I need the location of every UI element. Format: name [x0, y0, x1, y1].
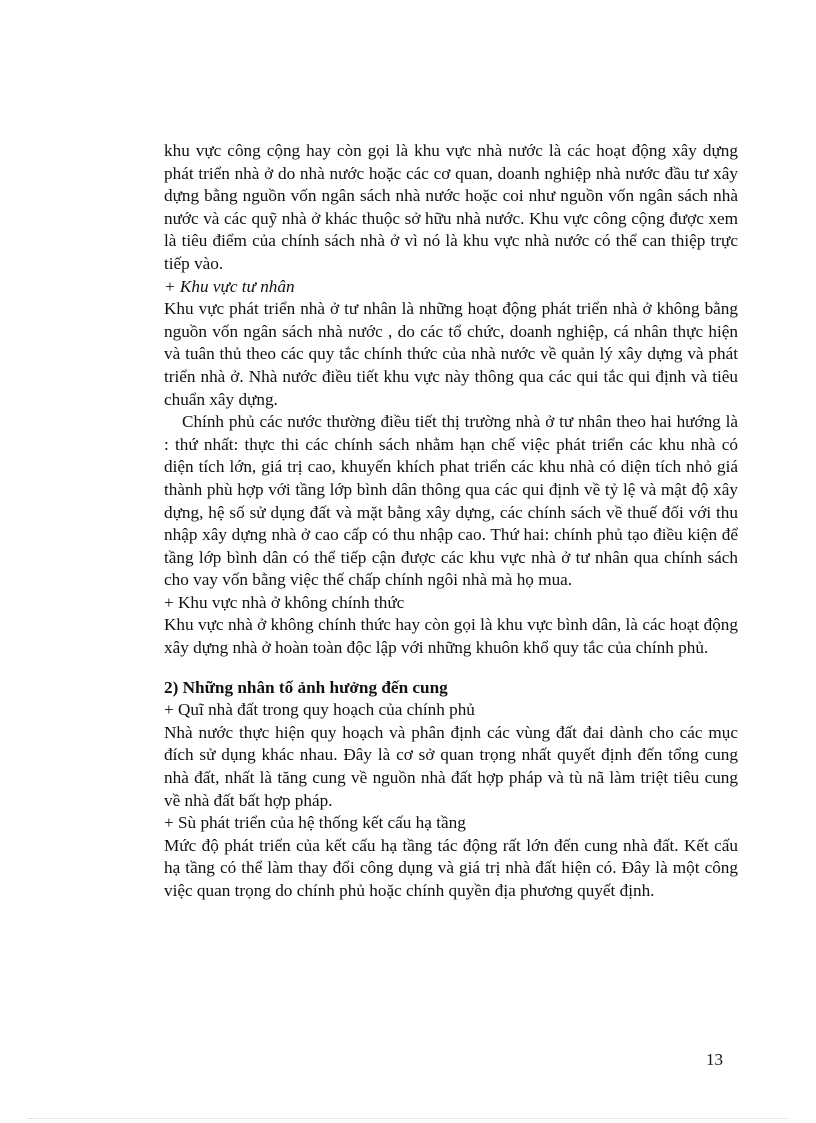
bottom-divider: [28, 1118, 788, 1119]
paragraph-private-sector: Khu vực phát triển nhà ở tư nhân là những hoạt động phát triển nhà ở không bằng nguồn vốn ngân sách nhà nước , do các tổ chức, doanh nghiệp, cá nhân thực hiện và tuân thủ theo các quy tắc chính thức của nhà nước về quản lý xây dựng và phát triển nhà ở. Nhà nước điều tiết khu vực này thông qua các qui tắc qui định và tiêu chuẩn xây dựng.: [164, 299, 738, 409]
section-heading-supply-factors: 2) Những nhân tố ảnh hưởng đến cung: [164, 677, 448, 697]
paragraph-government-regulation: Chính phủ các nước thường điều tiết thị trường nhà ở tư nhân theo hai hướng là : thứ nhất: thực thi các chính sách nhằm hạn chế việc phát triển các khu nhà có diện tích lớn, giá trị cao, khuyến khích phat triển các khu nhà có diện tích nhỏ giá thành phù hợp với tầng lớp bình dân thông qua các qui định về tỷ lệ và mật độ xây dựng, hệ số sử dụng đất và mặt bằng xây dựng, các chính sách về thuế đối với thu nhập xây dựng nhà ở cao cấp có thu nhập cao. Thứ hai: chính phủ tạo điều kiện để tầng lớp bình dân có thể tiếp cận được các khu vực nhà ở tư nhân qua chính sách cho vay vốn bằng việc thế chấp chính ngôi nhà mà họ mua.: [164, 412, 738, 590]
paragraph-informal-housing: Khu vực nhà ở không chính thức hay còn gọi là khu vực bình dân, là các hoạt động xây dựng nhà ở hoàn toàn độc lập với những khuôn khổ quy tắc của chính phủ.: [164, 615, 738, 658]
subheading-informal-housing: + Khu vực nhà ở không chính thức: [164, 592, 405, 612]
paragraph-land-fund: Nhà nước thực hiện quy hoạch và phân định các vùng đất đai dành cho các mục đích sử dụng khác nhau. Đây là cơ sở quan trọng nhất quyết định đến tổng cung nhà đất, nhất là tăng cung về nguồn nhà đất hợp pháp và tù nã làm triệt tiêu cung về nhà đất bất hợp pháp.: [164, 722, 738, 810]
document-page: [164, 140, 738, 903]
page-number: 13: [706, 1050, 723, 1069]
subheading-land-fund: + Quĩ nhà đất trong quy hoạch của chính phủ: [164, 700, 475, 720]
subheading-private-sector: + Khu vực tư nhân: [164, 276, 295, 296]
paragraph-infrastructure: Mức độ phát triển của kết cấu hạ tầng tác động rất lớn đến cung nhà đất. Kết cấu hạ tầng có thể làm thay đổi công dụng và giá trị nhà đất hiện có. Đây là một công việc quan trọng do chính phủ hoặc chính quyền địa phương quyết định.: [164, 835, 738, 900]
subheading-infrastructure: + Sù phát triển của hệ thống kết cấu hạ tầng: [164, 813, 466, 833]
paragraph-public-sector: khu vực công cộng hay còn gọi là khu vực nhà nước là các hoạt động xây dựng phát triển nhà ở do nhà nước hoặc các cơ quan, doanh nghiệp nhà nước đầu tư xây dựng bằng nguồn vốn ngân sách nhà nước hoặc coi như nguồn vốn ngân sách nhà nước và các quỹ nhà ở khác thuộc sở hữu nhà nước. Khu vực công cộng được xem là tiêu điểm của chính sách nhà ở vì nó là khu vực nhà nước có thể can thiệp trực tiếp vào.: [164, 141, 738, 273]
